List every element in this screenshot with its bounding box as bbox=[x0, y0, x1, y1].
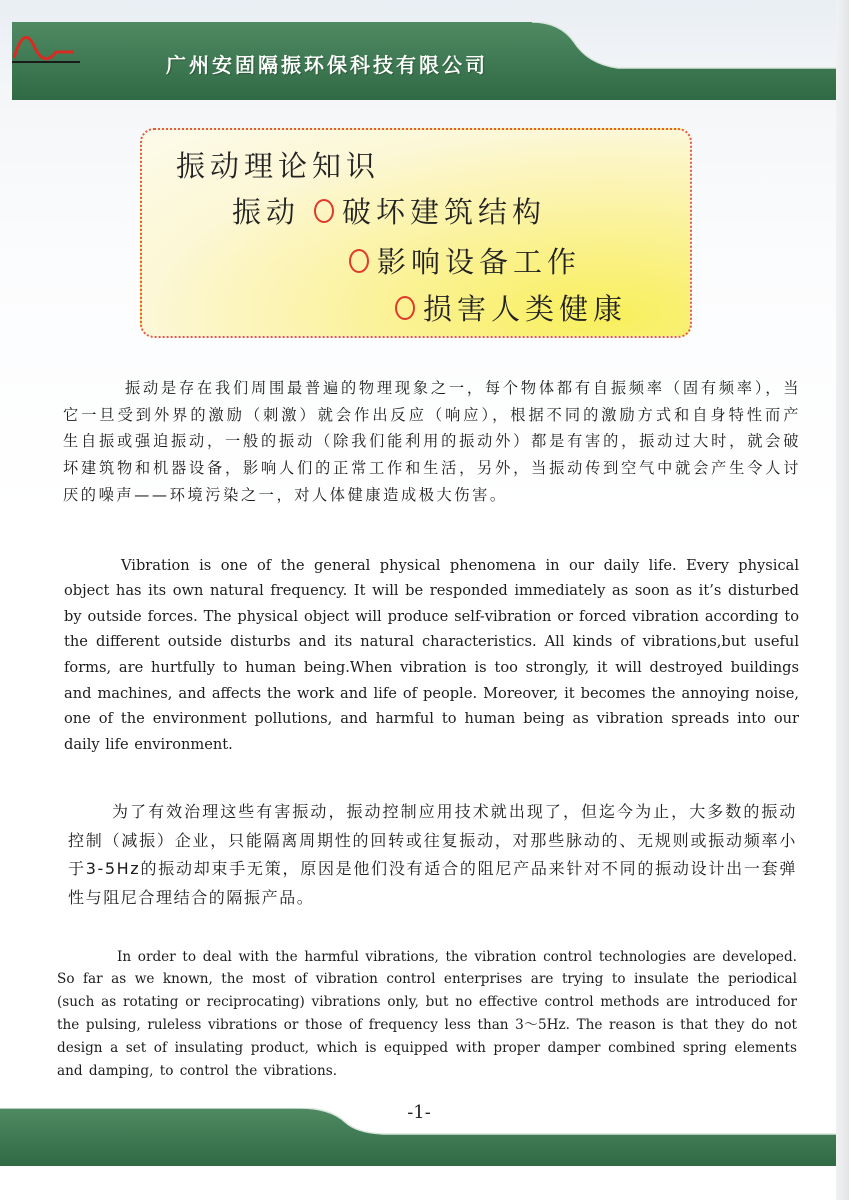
title-item-3: 损害人类健康 bbox=[423, 292, 628, 326]
title-line-2 bbox=[232, 190, 546, 231]
english-paragraph-2: In order to deal with the harmful vibrations, the vibration control technologies are developed. So far as we known, the most of vibration control enterprises are trying to insulate the periodical (such as rotating or reciprocating) vibrations only, but no effective control methods are introduced for the pulsing, ruleless vibrations or those of frequency less than 3～5Hz. The reason is that they do not design a set of insulating product, which is equipped with proper damper combined spring elements and damping, to control the vibrations. bbox=[57, 948, 797, 1079]
title-line-4 bbox=[395, 287, 627, 328]
header-band bbox=[12, 22, 849, 100]
vibration-lead-word: 振动 bbox=[232, 195, 301, 229]
sine-wave-logo-icon bbox=[12, 22, 82, 68]
title-item-2: 影响设备工作 bbox=[377, 245, 582, 279]
chinese-paragraph-1: 振动是存在我们周围最普遍的物理现象之一，每个物体都有自振频率（固有频率），当它一旦受到外界的激励（刺激）就会作出反应（响应），根据不同的激励方式和自身特性而产生自振或强迫振动，一般的振动（除我们能利用的振动外）都是有害的，振动过大时，就会破坏建筑物和机器设备，影响人们的正常工作和生活，另外，当振动传到空气中就会产生令人讨厌的噪声——环境污染之一，对人体健康造成极大伤害。 bbox=[63, 379, 801, 504]
circle-bullet-icon bbox=[349, 249, 369, 273]
english-paragraph-1: Vibration is one of the general physical phenomena in our daily life. Every physical object has its own natural frequency. It will be responded immediately as soon as it’s disturbed by outside forces. The physical object will produce self-vibration or forced vibration according to the different outside disturbs and its natural characteristics. All kinds of vibrations,but useful forms, are hurtfully to human being.When vibration is too strongly, it will destroyed buildings and machines, and affects the work and life of people. Moreover, it becomes the annoying noise, one of the environment pollutions, and harmful to human being as vibration spreads into our daily life environment. bbox=[64, 556, 799, 753]
title-item-1: 破坏建筑结构 bbox=[342, 195, 547, 229]
circle-bullet-icon bbox=[314, 199, 334, 223]
circle-bullet-icon bbox=[395, 296, 415, 320]
company-name: 广州安固隔振环保科技有限公司 bbox=[166, 53, 488, 77]
page-edge bbox=[836, 0, 849, 1200]
chinese-paragraph-2: 为了有效治理这些有害振动，振动控制应用技术就出现了，但迄今为止，大多数的振动控制（减振）企业，只能隔离周期性的回转或往复振动，对那些脉动的、无规则或振动频率小于3-5Hz的振动却束手无策，原因是他们没有适合的阻尼产品来针对不同的振动设计出一套弹性与阻尼合理结合的隔振产品。 bbox=[68, 802, 797, 907]
section-title: 振动理论知识 bbox=[176, 149, 381, 183]
title-box bbox=[140, 128, 692, 338]
title-line-3 bbox=[349, 240, 581, 281]
page-number: -1- bbox=[407, 1102, 431, 1123]
